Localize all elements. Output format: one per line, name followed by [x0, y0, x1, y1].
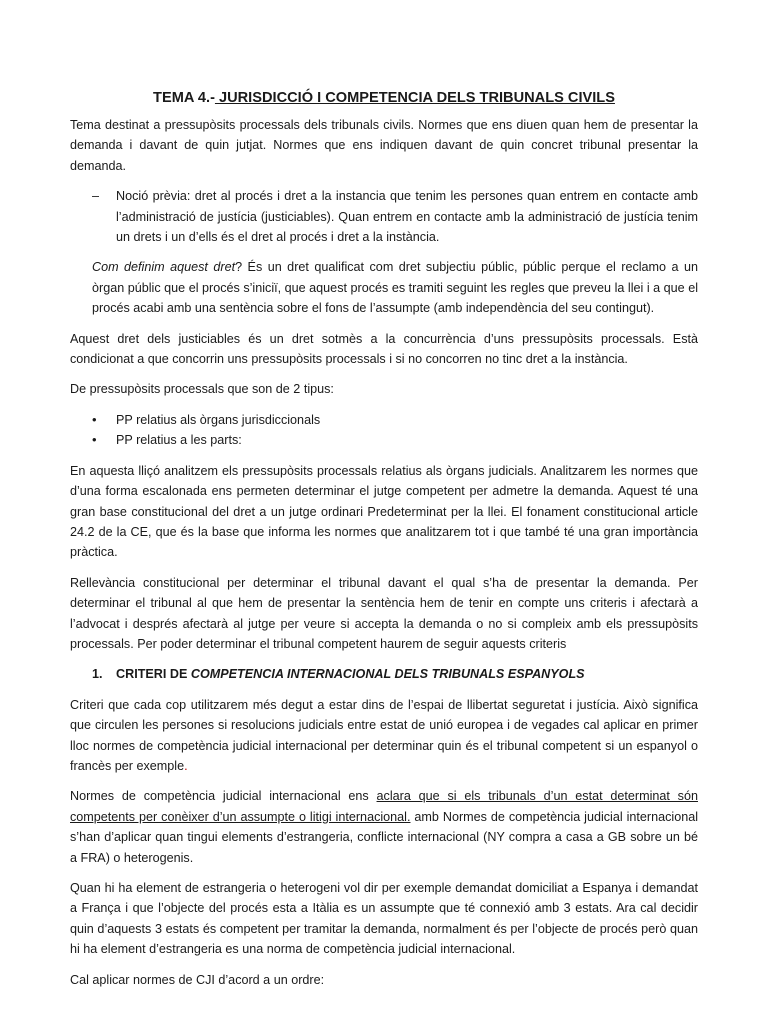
section-number: 1. [92, 667, 103, 682]
intro-paragraph: Tema destinat a pressupòsits processals dels tribunals civils. Normes que ens diuen quan hem de presentar la demanda i davant de quin jutjat. Normes que ens indiquen davant de quin concret tribunal presentar la demanda. [70, 118, 698, 173]
dash-item-text: Noció prèvia: dret al procés i dret a la instancia que tenim les persones quan entrem en contacte amb l’administració de justícia (justiciables). Quan entrem en contacte amb la administració de justícia tenim un drets i un d’ells és el dret al procés i dret a la instància. [116, 189, 698, 245]
criteri-end-mark: . [184, 758, 188, 773]
tipus-paragraph: De pressupòsits processals que son de 2 tipus: [70, 382, 334, 397]
bullet-item [70, 410, 698, 430]
document-body [70, 86, 698, 1000]
bullet-marker: • [92, 411, 97, 427]
definition-paragraph [70, 257, 698, 318]
bullet-item [70, 430, 698, 450]
bullet-text: PP relatius a les parts: [116, 433, 242, 448]
bullet-list [70, 410, 698, 451]
ordre-paragraph: Cal aplicar normes de CJI d’acord a un ordre: [70, 972, 325, 987]
section-heading-italic: COMPETENCIA INTERNACIONAL DELS TRIBUNALS ESPANYOLS [190, 667, 585, 682]
analitzem-paragraph: En aquesta lliçó analitzem els pressupòsits processals relatius als òrgans judicials. Analitzarem les normes que d’una forma escalonada ens permeten determinar el jutge competent per admetre la demanda. Aquest té una gran base constitucional del dret a un jutge ordinari Predeterminat per la llei. El fonament constitucional article 24.2 de la CE, que és la base que informa les normes que analitzarem tot i que també té una gran importància pràctica. [70, 463, 698, 560]
bullet-text: PP relatius als òrgans jurisdiccionals [116, 412, 321, 427]
definition-rest: ? És un dret qualificat com dret subjectiu públic, públic perque el reclamo a un òrgan públic que el procés s’iniciï, que aquest procés es tramiti seguint les regles que preveu la llei i a que el procés acabi amb una sentència sobre el fons de l’assumpte (amb independència del seu contingut). [92, 260, 698, 316]
section-heading [70, 664, 698, 684]
rellevancia-paragraph: Rellevància constitucional per determinar el tribunal davant el qual s’ha de presentar la demanda. Per determinar el tribunal al que hem de presentar la sentència hem de tenir en compte uns criteris i afectarà a l’advocat i després afectarà al jutge per veure si accepta la demanda o no si compleix amb els pressupòsits processals. Per poder determinar el tribunal competent haurem de seguir aquests criteris [70, 575, 698, 651]
estrangeria-paragraph: Quan hi ha element de estrangeria o heterogeni vol dir per exemple demandat domiciliat a Espanya i demandat a França i que l’objecte del procés esta a Itàlia es un assumpte que té connexió amb 3 estats. Ara cal decidir quin d’aquests 3 estats és competent per tramitar la demanda, normalment és per l’objecte de procés però quan hi ha element d’estrangeria es una norma de competència judicial internacional. [70, 881, 698, 957]
normes-paragraph [70, 786, 698, 868]
title-prefix: TEMA 4.- [153, 90, 215, 106]
criteri-paragraph [70, 695, 698, 777]
dash-list-item [70, 186, 698, 247]
title-underlined: JURISDICCIÓ I COMPETENCIA DELS TRIBUNALS CIVILS [214, 90, 615, 106]
definition-question: Com definim aquest dret [92, 260, 236, 275]
criteri-text: Criteri que cada cop utilitzarem més degut a estar dins de l’espai de llibertat seguretat i justícia. Això significa que circulen les persones si resolucions judicials entre estat de unió europea i de vegades cal aplicar en primer lloc normes de competència judicial internacional per determinar quin és el tribunal competent si un espanyol o francès per exemple [70, 697, 698, 773]
document-title [70, 86, 698, 110]
normes-before: Normes de competència judicial internacional ens [70, 789, 377, 804]
condicionat-paragraph: Aquest dret dels justiciables és un dret sotmès a la concurrència d’uns pressupòsits processals. Està condicionat a que concorrin uns pressupòsits processals i si no concorren no tinc dret a la instància. [70, 331, 698, 367]
section-heading-plain: CRITERI DE [116, 667, 191, 682]
dash-marker: – [92, 189, 100, 204]
normes-underlined: aclara que si els tribunals d’un estat determinat són competents per conèixer d’un assumpte o litigi internacional. [70, 789, 698, 824]
bullet-marker: • [92, 432, 97, 448]
normes-after: amb Normes de competència judicial internacional s’han d’aplicar quan tingui elements d’estrangeria, conflicte internacional (NY compra a casa a GB sobre un bé a FRA) o heterogenis. [70, 809, 699, 865]
